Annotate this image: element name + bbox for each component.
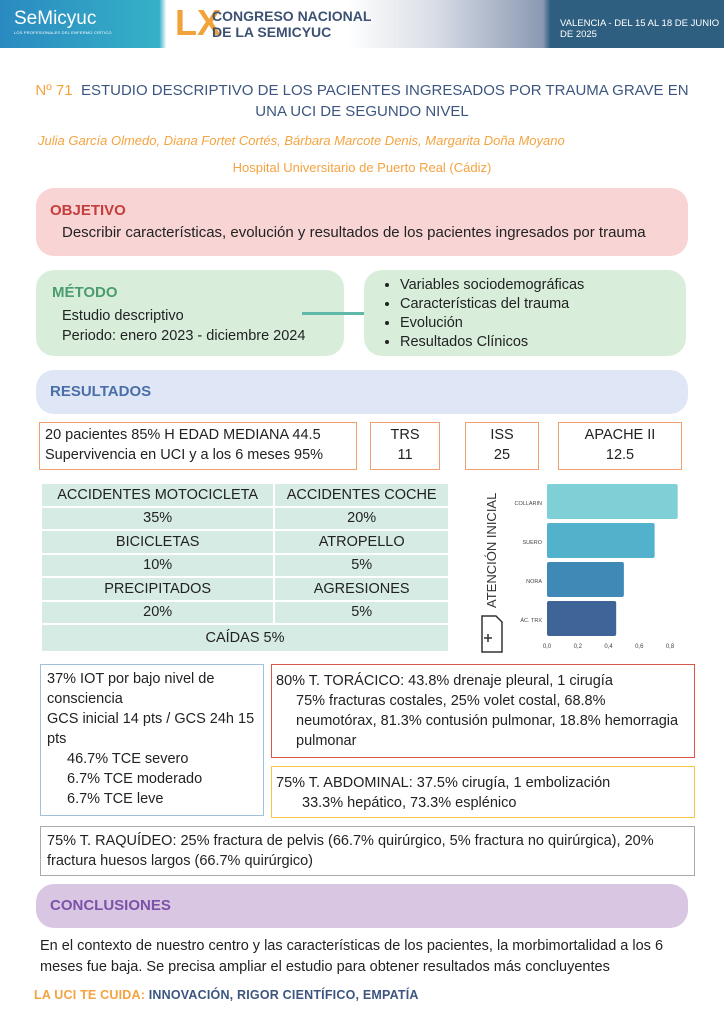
summary-stats <box>39 422 357 470</box>
table-cell: ATROPELLO <box>274 530 449 554</box>
score-iss <box>465 422 539 470</box>
score-apache <box>558 422 682 470</box>
score-label: TRS <box>390 427 420 443</box>
table-cell: 5% <box>274 601 449 625</box>
table-cell: 20% <box>274 507 449 531</box>
section-heading: RESULTADOS <box>50 383 152 400</box>
table-cell: BICICLETAS <box>41 530 274 554</box>
bar-collarin <box>547 484 678 519</box>
abdominal-box <box>271 766 695 818</box>
congress-name-line: DE LA SEMICYUC <box>212 24 332 40</box>
x-tick-label: 0,4 <box>604 644 613 650</box>
mechanism-table <box>40 482 450 653</box>
table-cell: 10% <box>41 554 274 578</box>
stats-line: 20 pacientes 85% H EDAD MEDIANA 44.5 <box>45 427 321 443</box>
chart-title: ATENCIÓN INICIAL <box>484 492 499 608</box>
resultados-section <box>36 370 688 414</box>
table-row <box>41 577 449 601</box>
score-value: 12.5 <box>605 447 635 463</box>
table-row <box>41 530 449 554</box>
toracico-main: 80% T. TORÁCICO: 43.8% drenaje pleural, 1 cirugía <box>276 673 613 689</box>
congress-dates: VALENCIA - DEL 15 AL 18 DE JUNIO DE 2025 <box>560 18 720 40</box>
toracico-detail: 75% fracturas costales, 25% volet costal, 68.8% neumotórax, 81.3% contusión pulmonar, 18.8% hemorragia pulmonar <box>296 693 679 749</box>
iot-line: 37% IOT por bajo nivel de consciencia <box>47 671 215 707</box>
slogan-part: LA UCI TE CUIDA: <box>34 988 146 1002</box>
bar-nora <box>547 562 624 597</box>
x-tick-label: 0,8 <box>665 644 675 650</box>
gcs-line: GCS inicial 14 pts / GCS 24h 15 pts <box>47 711 255 747</box>
category-label: NORA <box>526 579 542 585</box>
medical-clipboard-icon <box>482 616 502 652</box>
section-heading: MÉTODO <box>52 284 118 301</box>
variable-item: • Variables sociodemográficas <box>400 276 584 295</box>
category-label: COLLARIN <box>514 501 542 507</box>
poster-title <box>30 80 694 122</box>
congress-number: LX <box>175 2 222 43</box>
variable-item: • Características del trauma <box>400 295 584 314</box>
table-row <box>41 554 449 578</box>
neuro-box <box>40 664 264 816</box>
conclusiones-section <box>36 884 688 928</box>
bar-ctrx <box>547 601 616 636</box>
toracico-box <box>271 664 695 758</box>
semicyuc-logo <box>14 8 112 35</box>
score-label: APACHE II <box>584 427 656 443</box>
authors: Julia García Olmedo, Diana Fortet Cortés, Bárbara Marcote Denis, Margarita Doña Moyano <box>38 133 565 148</box>
hospital: Hospital Universitario de Puerto Real (Cádiz) <box>232 160 492 175</box>
table-cell: 35% <box>41 507 274 531</box>
congress-name <box>212 8 371 40</box>
congress-name-line: CONGRESO NACIONAL <box>212 8 372 24</box>
poster-number: Nº 71 <box>35 82 73 99</box>
abdominal-main: 75% T. ABDOMINAL: 37.5% cirugía, 1 embolización <box>276 775 611 791</box>
bar-suero <box>547 523 655 558</box>
table-cell: 5% <box>274 554 449 578</box>
footer-slogan <box>34 988 419 1002</box>
table-row <box>41 507 449 531</box>
poster-title-text: ESTUDIO DESCRIPTIVO DE LOS PACIENTES INGRESADOS POR TRAUMA GRAVE EN UNA UCI DE SEGUNDO NIVEL <box>80 82 689 120</box>
table-cell: PRECIPITADOS <box>41 577 274 601</box>
variable-item: • Evolución <box>400 314 584 333</box>
x-tick-label: 0,2 <box>573 644 582 650</box>
atencion-inicial-chart <box>472 478 688 654</box>
raquideo-box: 75% T. RAQUÍDEO: 25% fractura de pelvis (66.7% quirúrgico, 5% fractura no quirúrgica), 20% fractura huesos largos (66.7% quirúrgico) <box>40 826 695 876</box>
slogan-part: INNOVACIÓN, RIGOR CIENTÍFICO, EMPATÍA <box>145 988 419 1002</box>
variables-box <box>364 270 686 356</box>
logo-tagline: LOS PROFESIONALES DEL ENFERMO CRÍTICO <box>14 30 112 35</box>
metodo-section <box>36 270 344 356</box>
score-label: ISS <box>490 427 514 443</box>
table-cell: ACCIDENTES MOTOCICLETA <box>41 483 274 507</box>
score-value: 25 <box>493 447 511 463</box>
table-row <box>41 601 449 625</box>
x-tick-label: 0,0 <box>542 644 552 650</box>
variable-item: • Resultados Clínicos <box>400 333 584 352</box>
conclusiones-text: En el contexto de nuestro centro y las características de los pacientes, la morbimortalidad a los 6 meses fue baja. Se precisa ampliar el estudio para obtener resultados más concluyentes <box>40 938 664 975</box>
score-trs <box>370 422 440 470</box>
logo-text: SeMicyuc <box>14 8 97 29</box>
x-tick-label: 0,6 <box>635 644 644 650</box>
category-label: ÁC. TRX <box>520 618 542 624</box>
table-row <box>41 624 449 652</box>
table-cell: 20% <box>41 601 274 625</box>
metodo-line: Periodo: enero 2023 - diciembre 2024 <box>62 328 306 344</box>
objetivo-section <box>36 188 688 256</box>
stats-line: Supervivencia en UCI y a los 6 meses 95% <box>45 447 324 463</box>
score-value: 11 <box>397 447 413 463</box>
metodo-line: Estudio descriptivo <box>62 308 184 324</box>
table-cell: ACCIDENTES COCHE <box>274 483 449 507</box>
table-row <box>41 483 449 507</box>
section-heading: CONCLUSIONES <box>50 897 171 914</box>
objetivo-text: Describir características, evolución y resultados de los pacientes ingresados por trauma <box>62 224 646 241</box>
abdominal-detail: 33.3% hepático, 73.3% esplénico <box>302 795 517 811</box>
category-label: SUERO <box>522 540 542 546</box>
tce-line: 6.7% TCE leve <box>67 791 164 807</box>
tce-line: 46.7% TCE severo <box>67 751 189 767</box>
section-heading: OBJETIVO <box>50 202 126 219</box>
table-cell: AGRESIONES <box>274 577 449 601</box>
caidas-cell: CAÍDAS 5% <box>41 624 449 652</box>
tce-line: 6.7% TCE moderado <box>67 771 203 787</box>
